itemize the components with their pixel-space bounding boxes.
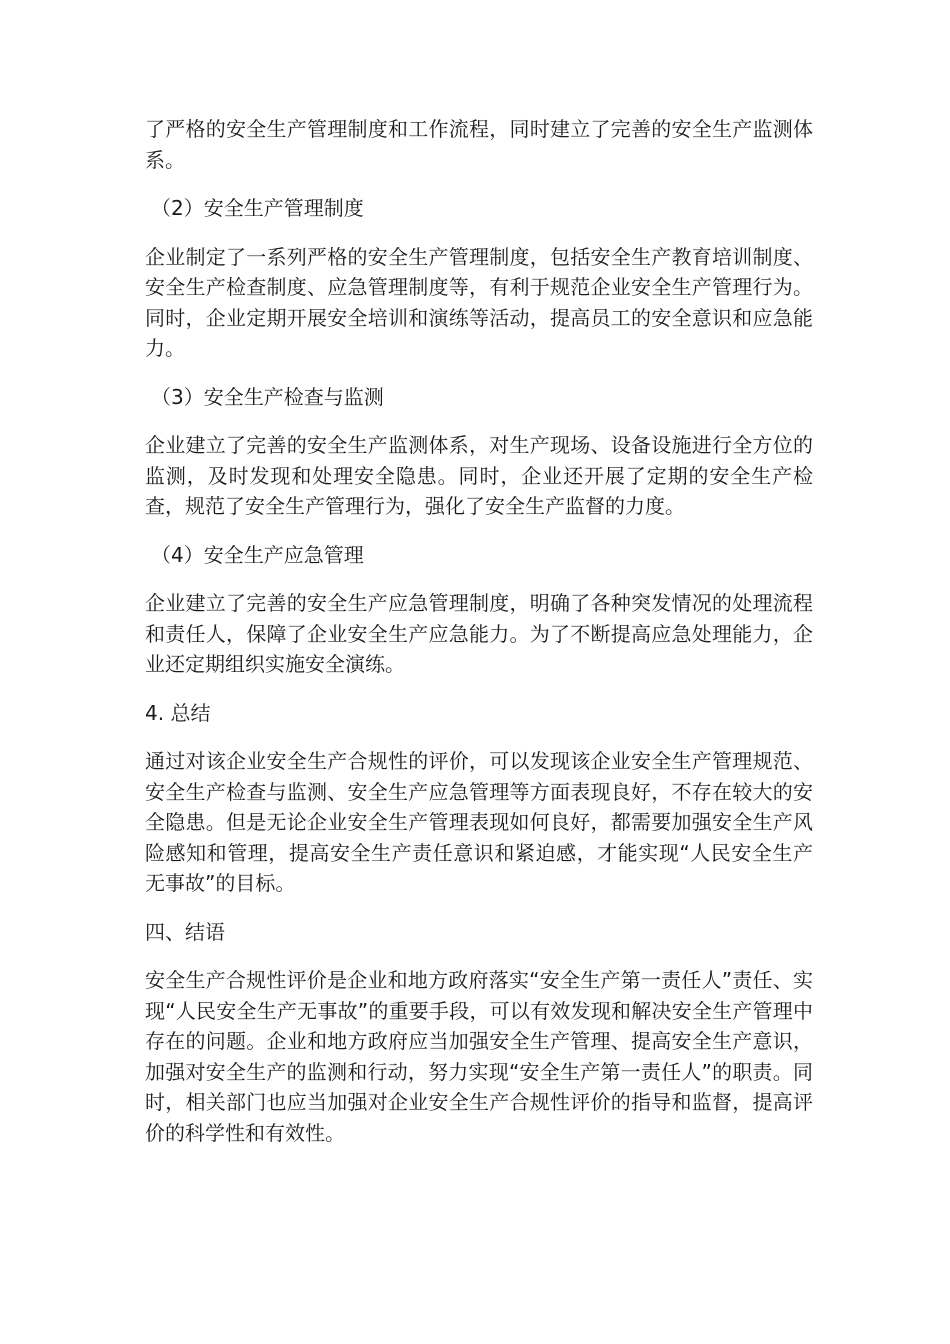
heading-emergency-management: （4）安全生产应急管理 [151, 542, 364, 567]
heading-safety-management-system: （2）安全生产管理制度 [151, 196, 364, 220]
document-page [145, 114, 813, 1166]
paragraph-emergency-management: 企业建立了完善的安全生产应急管理制度，明确了各种突发情况的处理流程和责任人，保障了企业安全生产应急能力。为了不断提高应急处理能力，企业还定期组织实施安全演练。 [145, 591, 813, 676]
paragraph-intro-continued: 了严格的安全生产管理制度和工作流程，同时建立了完善的安全生产监测体系。 [145, 117, 813, 172]
paragraph-summary: 通过对该企业安全生产合规性的评价，可以发现该企业安全生产管理规范、安全生产检查与监测、安全生产应急管理等方面表现良好，不存在较大的安全隐患。但是无论企业安全生产管理表现如何良好，都需要加强安全生产风险感知和管理，提高安全生产责任意识和紧迫感，才能实现“人民安全生产无事故”的目标。 [145, 749, 813, 895]
heading-inspection-monitoring: （3）安全生产检查与监测 [151, 384, 384, 409]
paragraph-inspection-monitoring: 企业建立了完善的安全生产监测体系，对生产现场、设备设施进行全方位的监测，及时发现和处理安全隐患。同时，企业还开展了定期的安全生产检查，规范了安全生产管理行为，强化了安全生产监督的力度。 [145, 433, 813, 518]
paragraph-conclusion: 安全生产合规性评价是企业和地方政府落实“安全生产第一责任人”责任、实现“人民安全生产无事故”的重要手段，可以有效发现和解决安全生产管理中存在的问题。企业和地方政府应当加强安全生产管理、提高安全生产意识，加强对安全生产的监测和行动，努力实现“安全生产第一责任人”的职责。同时，相关部门也应当加强对企业安全生产合规性评价的指导和监督，提高评价的科学性和有效性。 [145, 968, 813, 1145]
paragraph-safety-management-system: 企业制定了一系列严格的安全生产管理制度，包括安全生产教育培训制度、安全生产检查制度、应急管理制度等，有利于规范企业安全生产管理行为。同时，企业定期开展安全培训和演练等活动，提高员工的安全意识和应急能力。 [145, 244, 813, 360]
heading-conclusion: 四、结语 [145, 919, 225, 944]
heading-summary: 4. 总结 [145, 700, 211, 725]
